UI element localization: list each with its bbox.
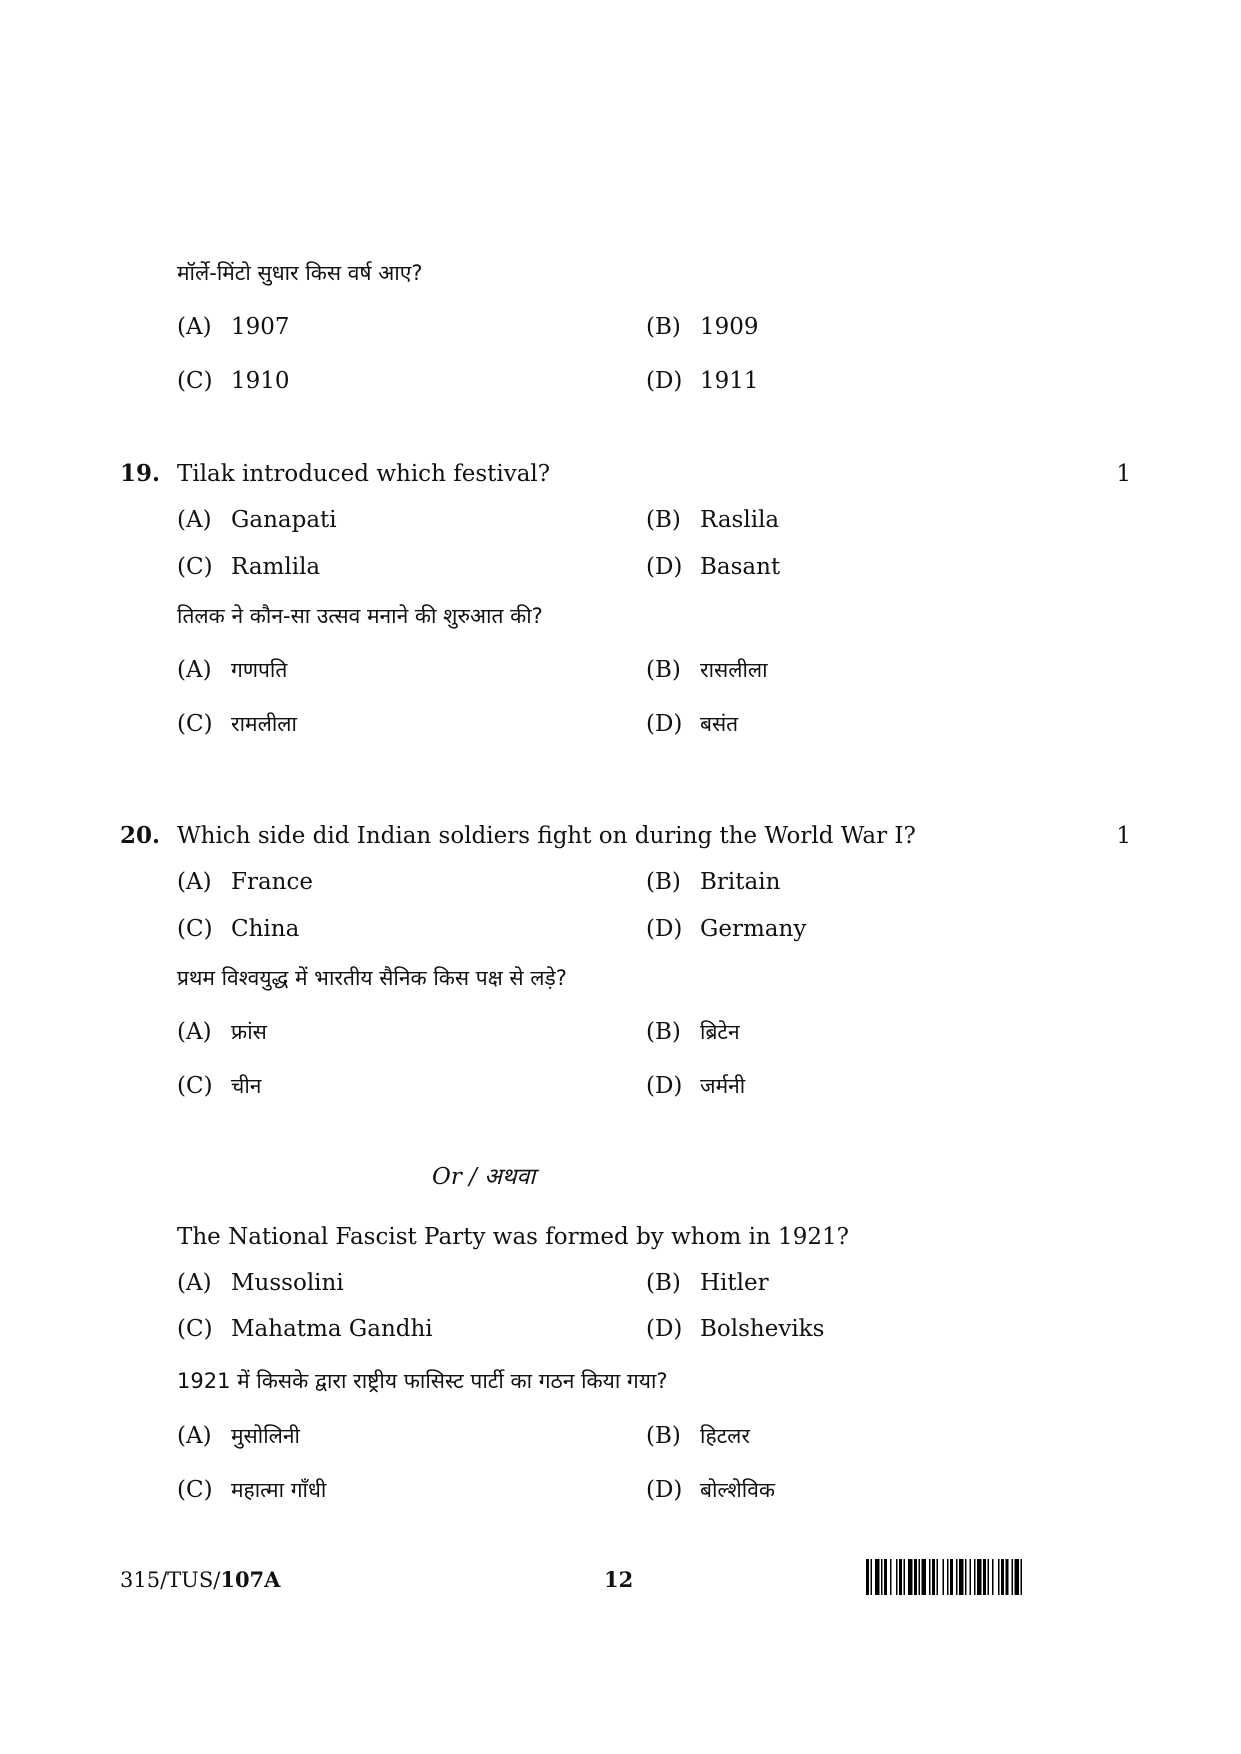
q20-alt-option-c-en: (C) Mahatma Gandhi (177, 1316, 433, 1342)
q19-question-en: Tilak introduced which festival? (177, 461, 551, 487)
q19-option-b-hi: (B) रासलीला (646, 657, 768, 683)
q18-question-hindi: मॉर्ले-मिंटो सुधार किस वर्ष आए? (177, 261, 423, 285)
q20-alt-option-b-en: (B) Hitler (646, 1270, 769, 1296)
q19-question-hi: तिलक ने कौन-सा उत्सव मनाने की शुरुआत की? (177, 604, 543, 628)
q18-option-c: (C) 1910 (177, 368, 290, 394)
q20-alt-option-a-hi: (A) मुसोलिनी (177, 1423, 300, 1449)
q20-question-hi: प्रथम विश्वयुद्ध में भारतीय सैनिक किस पक्ष से लड़े? (177, 966, 567, 990)
q18-option-b: (B) 1909 (646, 314, 759, 340)
q20-question-en: Which side did Indian soldiers fight on during the World War I? (177, 823, 916, 849)
q19-marks: 1 (1116, 461, 1131, 487)
q18-option-a: (A) 1907 (177, 314, 290, 340)
q19-option-d-en: (D) Basant (646, 554, 781, 580)
q19-option-d-hi: (D) बसंत (646, 711, 739, 737)
or-divider: Or / अथवा (432, 1164, 536, 1190)
q20-alt-option-c-hi: (C) महात्मा गाँधी (177, 1477, 327, 1503)
q20-alt-option-b-hi: (B) हिटलर (646, 1423, 751, 1449)
q20-option-b-hi: (B) ब्रिटेन (646, 1019, 740, 1045)
q20-number: 20. (120, 822, 161, 849)
q20-alt-option-a-en: (A) Mussolini (177, 1270, 344, 1296)
q20-option-a-hi: (A) फ्रांस (177, 1019, 267, 1045)
q20-alt-option-d-en: (D) Bolsheviks (646, 1316, 825, 1342)
q20-option-a-en: (A) France (177, 869, 313, 895)
q20-alt-question-hi: 1921 में किसके द्वारा राष्ट्रीय फासिस्ट पार्टी का गठन किया गया? (177, 1369, 668, 1393)
q18-option-d: (D) 1911 (646, 368, 759, 394)
q20-marks: 1 (1116, 823, 1131, 849)
q19-option-a-hi: (A) गणपति (177, 657, 288, 683)
q19-option-a-en: (A) Ganapati (177, 507, 337, 533)
q20-option-b-en: (B) Britain (646, 869, 781, 895)
paper-code: 315/TUS/107A (120, 1567, 281, 1592)
q20-option-d-hi: (D) जर्मनी (646, 1073, 746, 1099)
q19-option-c-en: (C) Ramlila (177, 554, 321, 580)
barcode (866, 1559, 1128, 1595)
q20-alt-option-d-hi: (D) बोल्शेविक (646, 1477, 776, 1503)
q20-option-c-hi: (C) चीन (177, 1073, 262, 1099)
q19-option-b-en: (B) Raslila (646, 507, 780, 533)
q20-alt-question-en: The National Fascist Party was formed by whom in 1921? (177, 1224, 849, 1250)
q20-option-c-en: (C) China (177, 916, 300, 942)
q19-number: 19. (120, 460, 161, 487)
q19-option-c-hi: (C) रामलीला (177, 711, 297, 737)
q20-option-d-en: (D) Germany (646, 916, 807, 942)
page-number: 12 (604, 1567, 634, 1592)
